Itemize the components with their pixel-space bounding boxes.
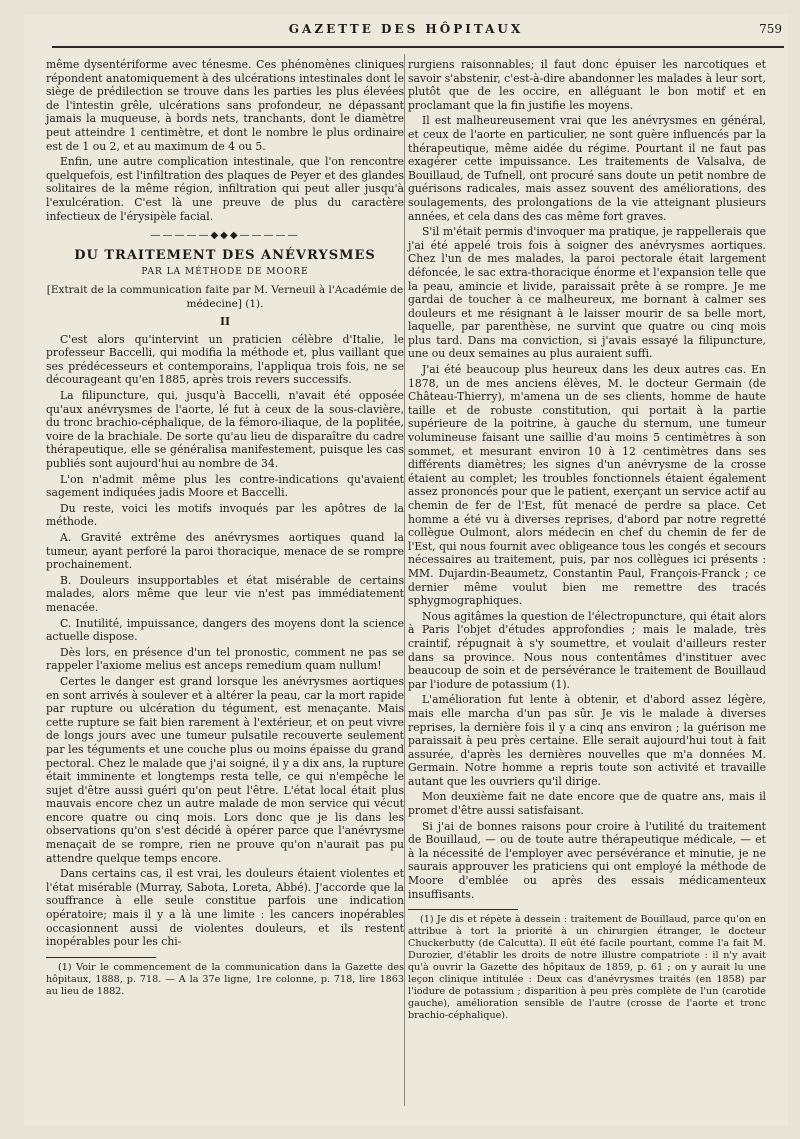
section-number: II xyxy=(219,315,231,329)
paragraph: La filipuncture, qui, jusqu'à Baccelli, n'avait été opposée qu'aux anévrysmes de l'aorte, lé fut à ceux de la sous-clavière, du tronc brachio-céphalique, de la fémoro-iliaque, de la poplitée, voire de la brachiale. De sorte qu'au lieu de disparaître du cadre thérapeutique, elle se généralisa manifestement, puisque les cas publiés sont aujourd'hui au nombre de 34. xyxy=(46,389,404,471)
section-ornament: —————◆◆◆————— xyxy=(150,230,300,242)
paragraph: Dès lors, en présence d'un tel pronostic, comment ne pas se rappeler l'axiome melius est anceps remedium quam nullum! xyxy=(46,645,404,673)
paragraph: S'il m'était permis d'invoquer ma pratique, je rappellerais que j'ai été appelé trois fois à soigner des anévrysmes aortiques. Chez l'un de mes malades, la paroi pectorale était largement défoncée, le sac extra-thoracique énorme et l'expansion telle que la peau, amincie et livide, paraissait prête à se rompre. Je me gardai de toucher à ce malheureux, me bornant à calmer ses douleurs et me résignant à le laisser mourir de sa belle mort, laquelle, par parenthèse, ne survint que quatre ou cinq mois plus tard. Dans ma conviction, si j'avais essayé la filipuncture, une ou deux semaines au plus auraient suffi. xyxy=(408,225,766,361)
paragraph: Si j'ai de bonnes raisons pour croire à l'utilité du traitement de Bouillaud, — ou de toute autre thérapeutique médicale, — et à la nécessité de l'employer avec persévérance et minutie, je ne saurais approuver les praticiens qui ont employé la méthode de Moore d'emblée ou après des essais médicamenteux insuffisants. xyxy=(408,819,766,901)
section-subtitle: PAR LA MÉTHODE DE MOORE xyxy=(141,267,309,278)
paragraph: B. Douleurs insupportables et état misérable de certains malades, alors même que leur vie n'est pas immédiatement menacée. xyxy=(46,573,404,614)
page-number: 759 xyxy=(759,22,782,36)
paragraph: Mon deuxième fait ne date encore que de quatre ans, mais il promet d'être aussi satisfaisant. xyxy=(408,790,766,818)
paragraph: Dans certains cas, il est vrai, les douleurs étaient violentes et l'état misérable (Murray, Sabota, Loreta, Abbé). J'accorde que la souffrance à elle seule constitue parfois une indication opératoire; mais il y a là une limite : les cancers inopérables occasionnent aussi de violentes douleurs, et ils restent inopérables pour les chi- xyxy=(46,867,404,949)
running-head: GAZETTE DES HÔPITAUX xyxy=(288,22,524,36)
right-column xyxy=(408,58,766,1022)
paragraph: Du reste, voici les motifs invoqués par les apôtres de la méthode. xyxy=(46,501,404,529)
section-extract: [Extrait de la communication faite par M. Verneuil à l'Académie de médecine] (1). xyxy=(46,283,404,310)
header-rule xyxy=(52,46,784,48)
footnote: (1) Voir le commencement de la communication dans la Gazette des hôpitaux, 1888, p. 718. — A la 37e ligne, 1re colonne, p. 718, lire 1863 au lieu de 1882. xyxy=(46,961,404,997)
footnote-rule xyxy=(46,957,156,958)
footnote-rule xyxy=(408,909,518,910)
journal-page xyxy=(24,14,788,1126)
paragraph: C'est alors qu'intervint un praticien célèbre d'Italie, le professeur Baccelli, qui modifia la méthode et, plus vaillant que ses prédécesseurs et contemporains, l'appliqua trois fois, ne se décourageant qu'en 1885, après trois revers successifs. xyxy=(46,332,404,387)
paragraph: rurgiens raisonnables; il faut donc épuiser les narcotiques et savoir s'abstenir, c'est-à-dire abandonner les malades à leur sort, plutôt que de les occire, en alléguant le bon motif et en proclamant que la fin justifie les moyens. xyxy=(408,58,766,112)
paragraph: C. Inutilité, impuissance, dangers des moyens dont la science actuelle dispose. xyxy=(46,616,404,644)
column-divider xyxy=(404,54,405,1106)
paragraph: même dysentériforme avec ténesme. Ces phénomènes cliniques répondent anatomiquement à des ulcérations intestinales dont le siège de prédilection se trouve dans les parties les plus élevées de l'intestin grêle, ulcérations sans profondeur, ne dépassant jamais la muqueuse, à bords nets, tranchants, dont le diamètre peut atteindre 1 centimètre, et dont le nombre le plus ordinaire est de 1 ou 2, et au maximum de 4 ou 5. xyxy=(46,58,404,153)
paragraph: Il est malheureusement vrai que les anévrysmes en général, et ceux de l'aorte en particulier, ne sont guère influencés par la thérapeutique, même aidée du régime. Pourtant il ne faut pas exagérer cette impuissance. Les traitements de Valsalva, de Bouillaud, de Tufnell, ont procuré sans doute un petit nombre de guérisons radicales, mais assez souvent des améliorations, des soulagements, des prolongations de la vie atteignant plusieurs années, et cela dans des cas même fort graves. xyxy=(408,114,766,223)
section-title: DU TRAITEMENT DES ANÉVRYSMES xyxy=(74,247,376,263)
left-column xyxy=(46,58,404,998)
paragraph: J'ai été beaucoup plus heureux dans les deux autres cas. En 1878, un de mes anciens élèves, M. le docteur Germain (de Château-Thierry), m'amena un de ses clients, homme de haute taille et de robuste constitution, qui portait à la partie supérieure de la poitrine, à gauche du sternum, une tumeur volumineuse faisant une saillie d'au moins 5 centimètres à son sommet, et mesurant environ 10 à 12 centimètres dans ses différents diamètres; les signes d'un anévrysme de la crosse étaient au complet; les troubles fonctionnels étaient également assez prononcés pour que le patient, exerçant un service actif au chemin de fer de l'Est, fût menacé de perdre sa place. Cet homme a été vu à diverses reprises, d'abord par notre regretté collègue Oulmont, alors médecin en chef du chemin de fer de l'Est, qui nous fournit avec obligeance tous les congés et secours nécessaires au traitement, puis, par nos collègues ici présents : MM. Dujardin-Beaumetz, Constantin Paul, François-Franck ; ce dernier même voulut bien me remettre des tracés sphygmographiques. xyxy=(408,363,766,608)
paragraph: Enfin, une autre complication intestinale, que l'on rencontre quelquefois, est l'infiltration des plaques de Peyer et des glandes solitaires de la même région, infiltration qui peut aller jusqu'à l'exulcération. C'est là une preuve de plus du caractère infectieux de l'érysipèle facial. xyxy=(46,155,404,223)
paragraph: Certes le danger est grand lorsque les anévrysmes aortiques en sont arrivés à soulever et à altérer la peau, car la mort rapide par rupture ou ulcération du tégument, est menaçante. Mais cette rupture se fait bien rarement à l'extérieur, et on peut vivre de longs jours avec une tumeur pulsatile recouverte seulement par les téguments et une couche plus ou moins épaisse du grand pectoral. Chez le malade que j'ai soigné, il y a dix ans, la rupture était imminente et longtemps resta telle, ce qui n'empêche le sujet d'être aussi guéri qu'on peut l'être. L'état local était plus mauvais encore chez un autre malade de mon service qui vécut encore quatre ou cinq mois. Lors donc que je lis dans les observations qu'on s'est décidé à opérer parce que l'anévrysme menaçait de se rompre, rien ne prouve qu'on n'aurait pas pu attendre quelque temps encore. xyxy=(46,674,404,865)
paragraph: Nous agitâmes la question de l'électropuncture, qui était alors à Paris l'objet d'études approfondies ; mais le malade, très craintif, répugnait à s'y soumettre, et voulait d'ailleurs rester dans sa province. Nous nous contentâmes d'instituer avec beaucoup de soin et de persévérance le traitement de Bouillaud par l'iodure de potassium (1). xyxy=(408,609,766,691)
paragraph: L'amélioration fut lente à obtenir, et d'abord assez légère, mais elle marcha d'un pas sûr. Je vis le malade à diverses reprises, la dernière fois il y a cinq ans environ ; la guérison me paraissait à peu près certaine. Elle serait aujourd'hui tout à fait assurée, d'après les dernières nouvelles que m'a données M. Germain. Notre homme a repris toute son activité et travaille autant que les ouvriers qu'il dirige. xyxy=(408,693,766,788)
footnote: (1) Je dis et répète à dessein : traitement de Bouillaud, parce qu'on en attribue à tort la priorité à un chirurgien étranger, le docteur Chuckerbutty (de Calcutta). Il eût été facile pourtant, comme l'a fait M. Durozier, d'établir les droits de notre illustre compatriote : il n'y avait qu'à ouvrir la Gazette des hôpitaux de 1859, p. 61 ; on y aurait lu une leçon clinique intitulée : Deux cas d'anévrysmes traités (en 1858) par l'iodure de potassium ; disparition à peu près complète de l'un (carotide gauche), amélioration sensible de l'autre (crosse de l'aorte et tronc brachio-céphalique). xyxy=(408,914,766,1022)
paragraph: L'on n'admit même plus les contre-indications qu'avaient sagement indiquées jadis Moore et Baccelli. xyxy=(46,472,404,500)
paragraph: A. Gravité extrême des anévrysmes aortiques quand la tumeur, ayant perforé la paroi thoracique, menace de se rompre prochainement. xyxy=(46,531,404,572)
